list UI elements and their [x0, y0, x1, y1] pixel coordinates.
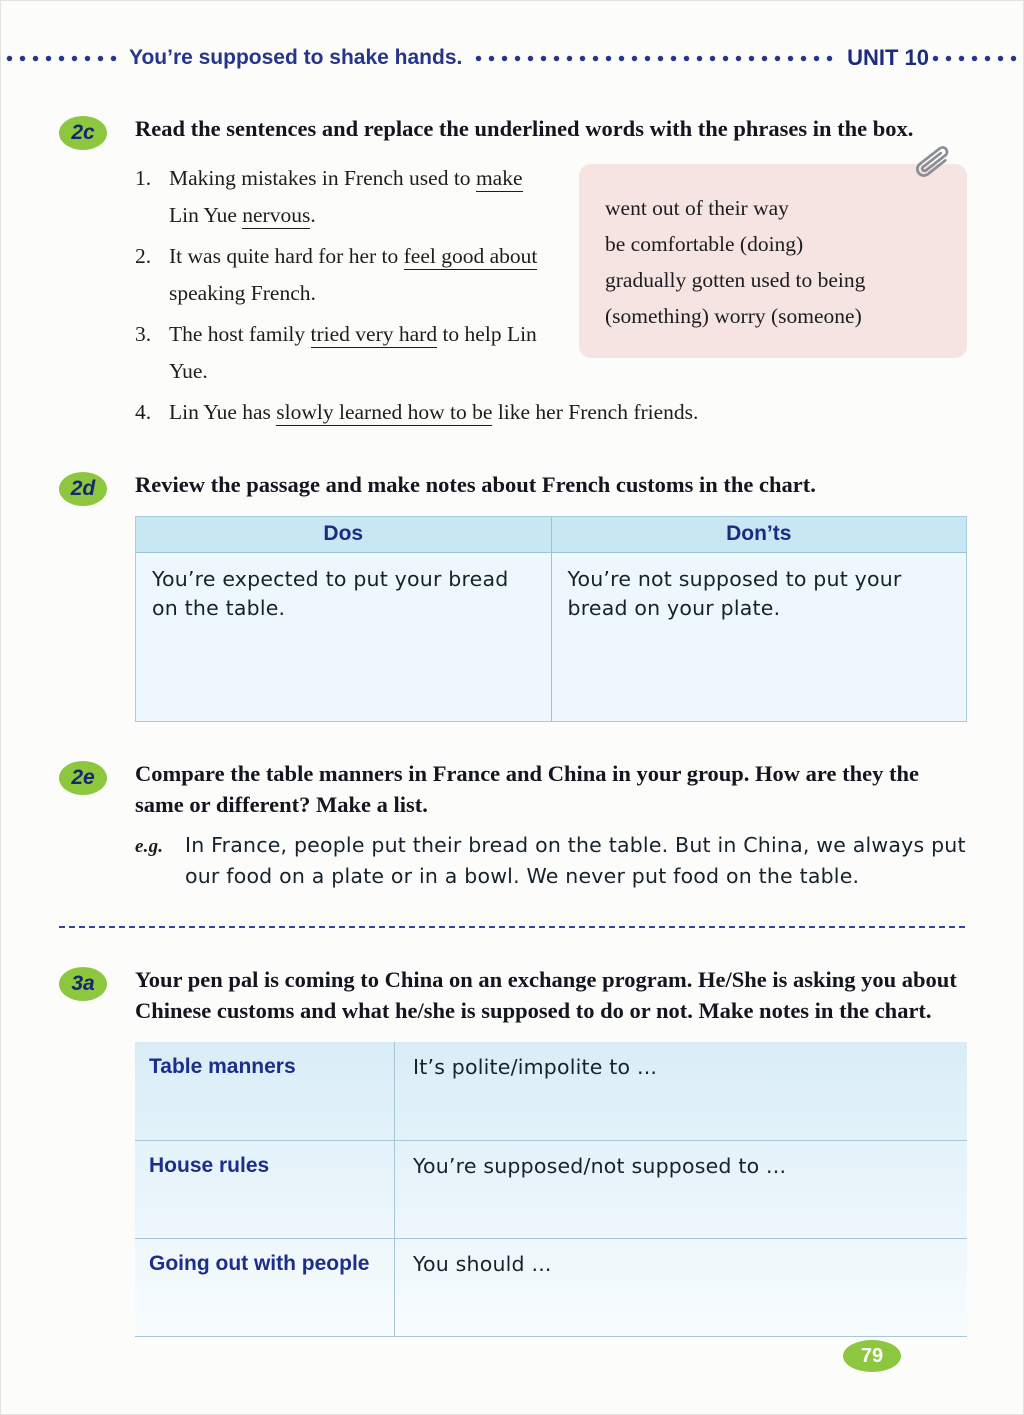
phrase-option: went out of their way	[605, 196, 789, 221]
sentence-number: 1.	[135, 166, 152, 191]
example-sentence	[135, 830, 967, 892]
section-2c-body	[135, 160, 967, 435]
notes-table-row	[135, 1140, 967, 1238]
page-number-badge: 79	[843, 1340, 901, 1372]
unit-title: You’re supposed to shake hands.	[129, 46, 463, 69]
sentence-text: speaking French.	[169, 280, 316, 305]
section-2c	[59, 113, 967, 435]
badge-2d: 2d	[59, 472, 107, 506]
example-label: e.g.	[135, 835, 164, 857]
example-text: In France, people put their bread on the table. But in China, we always put our food on a plate or in a bowl. We never put food on the table.	[185, 832, 966, 889]
notes-row-value: You’re supposed/not supposed to ...	[413, 1154, 787, 1179]
phrase-box	[579, 164, 967, 358]
dos-column-header: Dos	[323, 521, 364, 545]
badge-2e: 2e	[59, 761, 107, 795]
notes-table-row	[135, 1238, 967, 1336]
notes-row-label: House rules	[135, 1141, 395, 1238]
badge-3a: 3a	[59, 967, 107, 1001]
sentence-text: The host family	[169, 321, 311, 346]
sentence-text: Lin Yue has	[169, 399, 277, 424]
unit-number: UNIT 10	[847, 45, 929, 70]
underlined-phrase: nervous	[242, 203, 311, 228]
sentence-number: 3.	[135, 321, 152, 346]
dos-donts-table-header	[136, 517, 966, 553]
sentence-text: Lin Yue	[169, 203, 243, 228]
sentence-text: Making mistakes in French used to	[169, 166, 476, 191]
phrase-option: gradually gotten used to being	[605, 268, 866, 293]
section-2d-heading: Review the passage and make notes about French customs in the chart.	[135, 471, 816, 497]
notes-table-row	[135, 1042, 967, 1140]
section-2d	[59, 469, 967, 722]
notes-row-value: It’s polite/impolite to ...	[413, 1055, 658, 1080]
sentence-item	[135, 394, 967, 431]
section-3a	[59, 964, 967, 1337]
sentence-text: .	[310, 203, 316, 228]
sentence-number: 4.	[135, 399, 152, 424]
header-dots-middle	[472, 54, 837, 63]
notes-row-label: Table manners	[135, 1042, 395, 1140]
underlined-phrase: tried very hard	[310, 321, 438, 346]
donts-cell: You’re not supposed to put your bread on your plate.	[567, 566, 902, 620]
paperclip-icon	[902, 135, 961, 204]
dos-donts-table	[135, 516, 967, 722]
notes-table	[135, 1042, 967, 1337]
dos-donts-table-row	[136, 553, 966, 721]
section-2e	[59, 758, 967, 892]
page-header	[1, 45, 1023, 71]
section-divider	[59, 926, 965, 928]
section-3a-heading: Your pen pal is coming to China on an exchange program. He/She is asking you about Chinese customs and what he/she is supposed to do or not. Make notes in the chart.	[135, 967, 957, 1024]
header-dots-right	[929, 54, 1021, 63]
sentence-number: 2.	[135, 243, 152, 268]
sentence-text: It was quite hard for her to	[169, 243, 404, 268]
notes-row-label: Going out with people	[135, 1239, 395, 1336]
underlined-phrase: feel good about	[403, 243, 538, 268]
phrase-box-lines	[605, 190, 943, 334]
dos-cell: You’re expected to put your bread on the table.	[152, 566, 509, 620]
sentence-text: like her French friends.	[492, 399, 699, 424]
phrase-option: (something) worry (someone)	[605, 304, 862, 329]
section-2e-heading: Compare the table manners in France and China in your group. How are they the same or different? Make a list.	[135, 760, 919, 817]
phrase-option: be comfortable (doing)	[605, 232, 804, 257]
header-dots-left	[3, 54, 121, 63]
notes-row-value: You should ...	[413, 1252, 552, 1277]
section-2c-heading: Read the sentences and replace the underlined words with the phrases in the box.	[135, 116, 914, 141]
badge-2c: 2c	[59, 116, 107, 150]
underlined-phrase: make	[475, 166, 523, 191]
underlined-phrase: slowly learned how to be	[276, 399, 493, 424]
donts-column-header: Don’ts	[726, 521, 792, 545]
sentence-text: to help Lin Yue.	[169, 321, 537, 383]
